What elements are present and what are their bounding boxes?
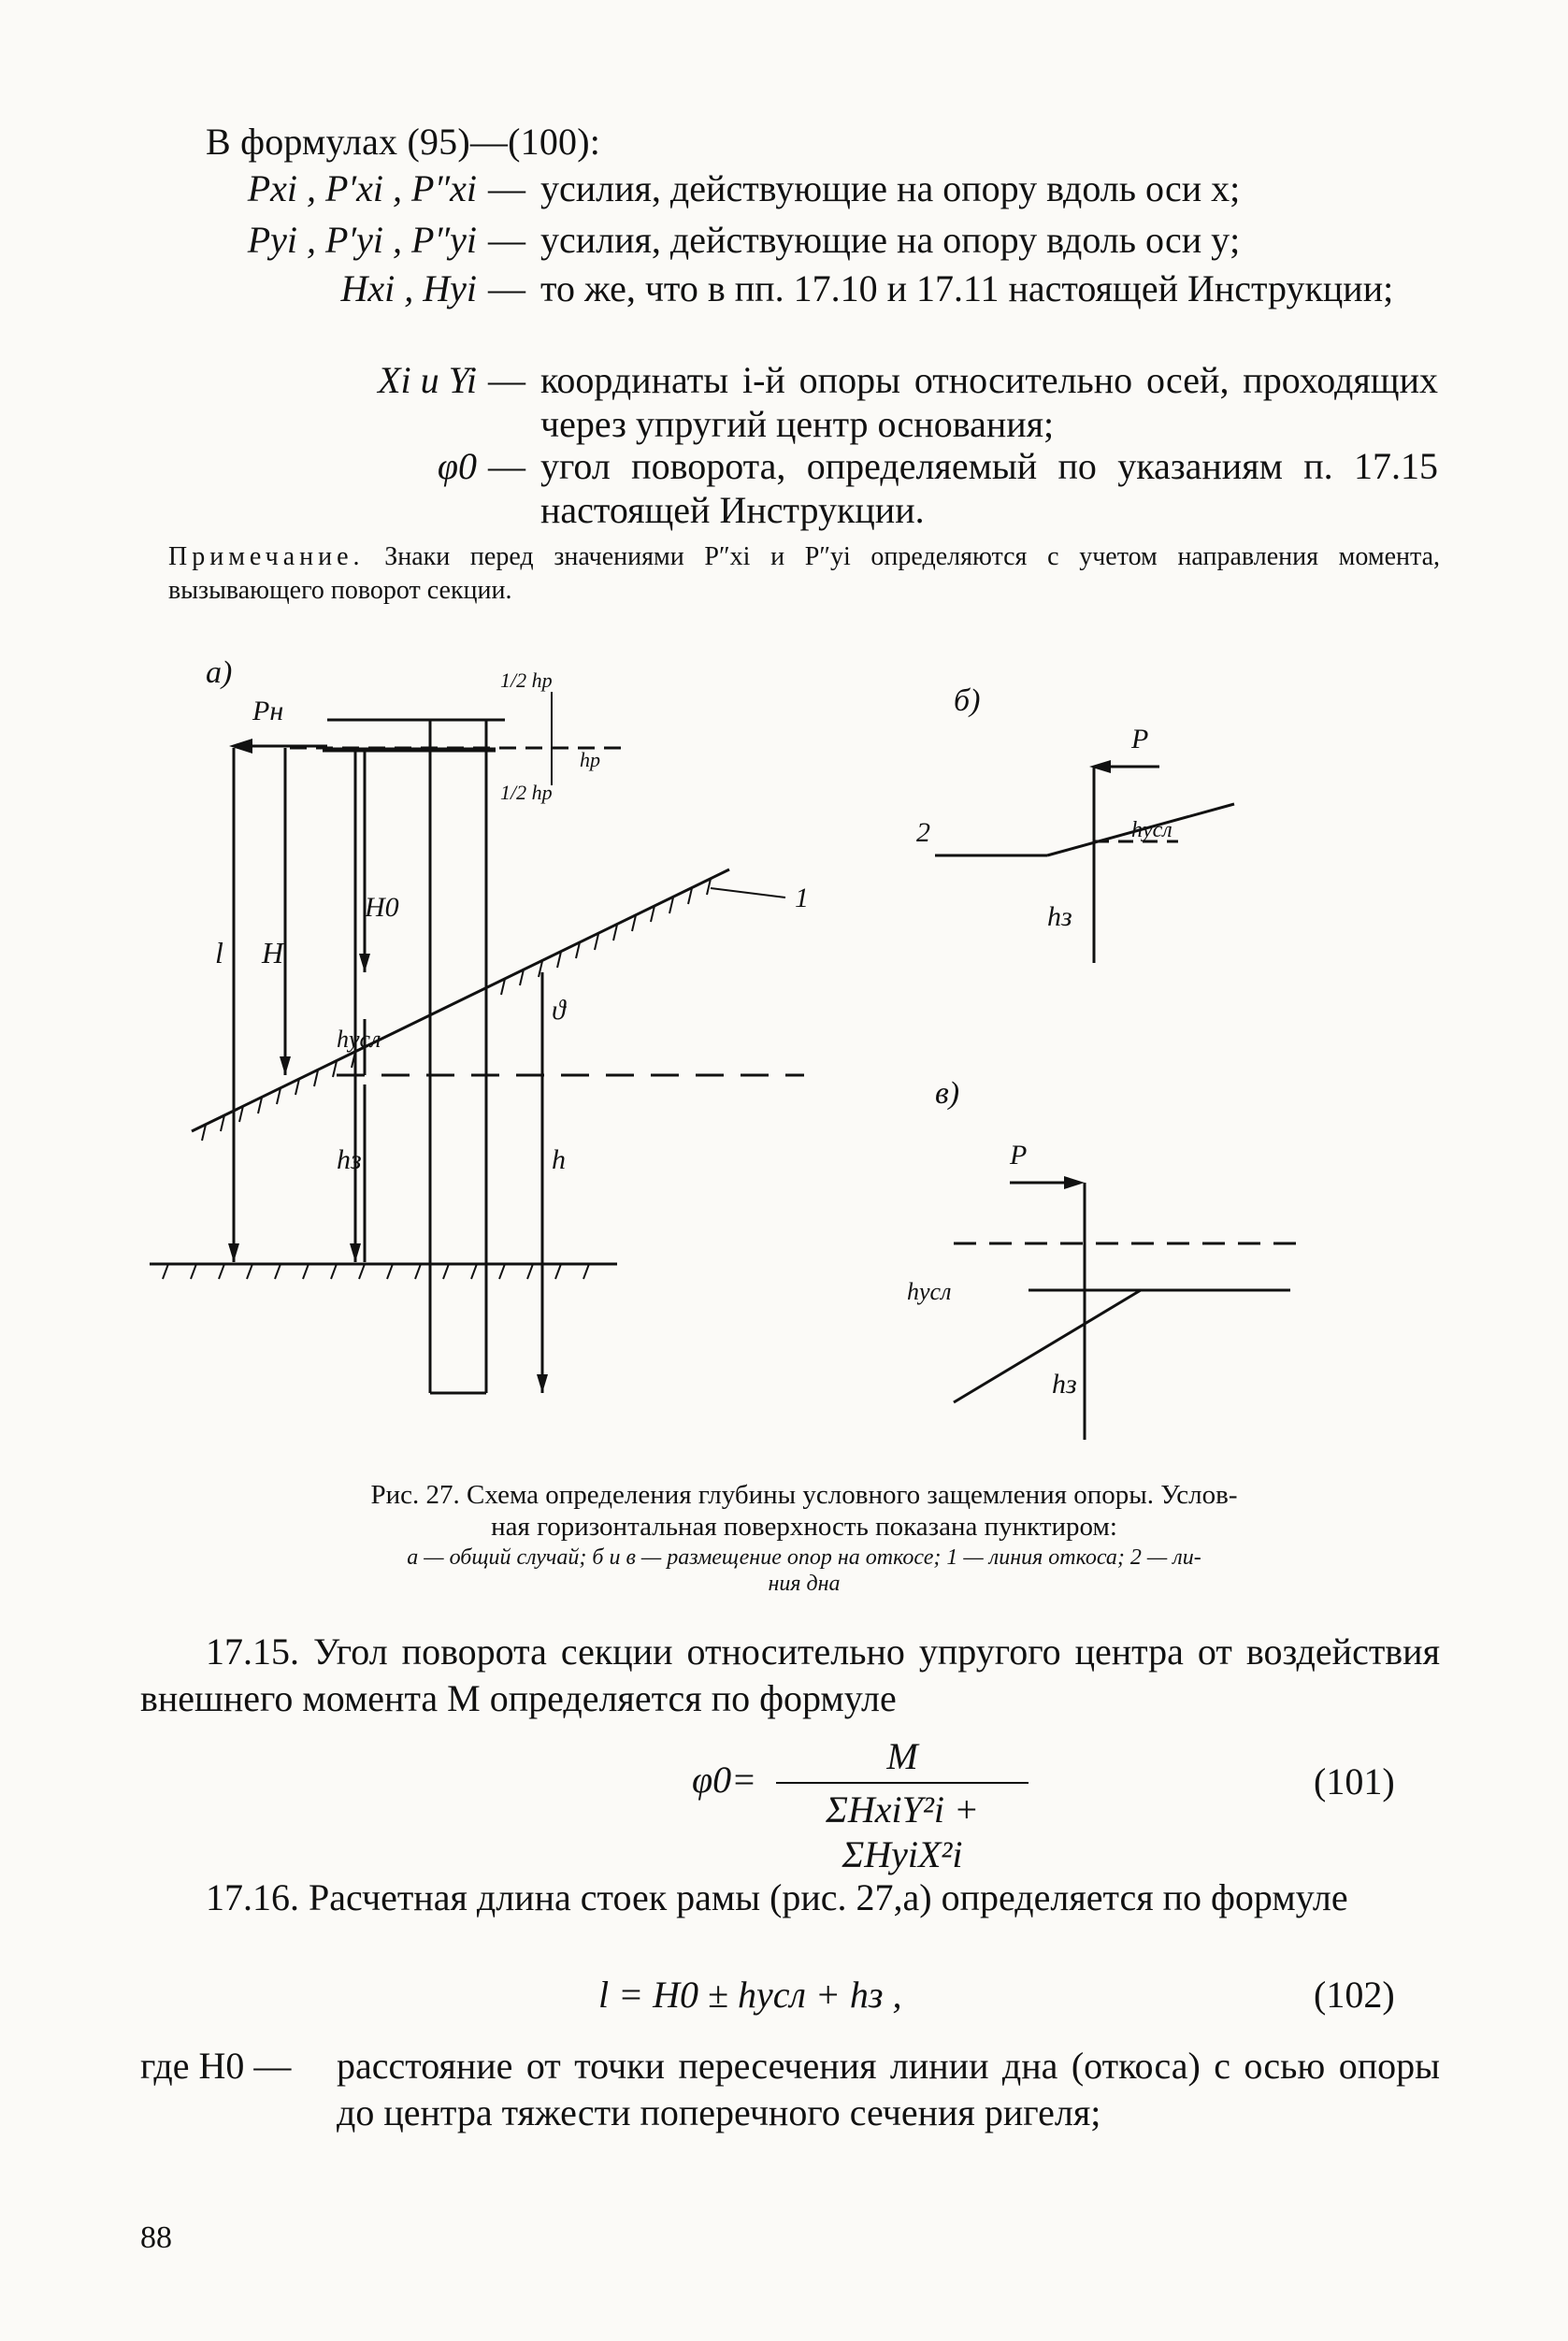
definition-symbol: Pxi , P′xi , P″xi [247, 167, 477, 209]
equation-101-denominator: ΣHxiY²i + ΣHyiX²i [826, 1788, 979, 1875]
h-depth-label: h [552, 1144, 566, 1175]
definition-row [0, 358, 1568, 452]
definition-symbol: Xi и Yi [378, 359, 477, 401]
hysl-label-a: hусл [337, 1026, 381, 1053]
caption-line: а — общий случай; б и в — размещение опор на откосе; 1 — линия откоса; 2 — ли- [407, 1545, 1201, 1570]
hz-label-c: hз [1052, 1369, 1077, 1400]
where-lead: где H0 — [140, 2045, 292, 2087]
hz-label-a: hз [337, 1144, 362, 1175]
panel-b [916, 683, 1234, 963]
bed-line-label: 2 [916, 817, 930, 848]
h-label: H [262, 936, 284, 969]
l-label: l [215, 936, 223, 969]
definition-symbol: Hxi , Hyi [340, 267, 477, 309]
half-hp-top-label: 1/2 hp [500, 668, 553, 692]
equation-102: l = H0 ± hусл + hз , [598, 1974, 902, 2016]
caption-line: ния дна [768, 1572, 841, 1596]
p-label-b: P [1131, 724, 1149, 754]
panel-c [907, 1076, 1300, 1440]
where-text: расстояние от точки пересечения линии дна (откоса) с осью опоры до центра тяжести поперечного сечения ригеля; [337, 2045, 1440, 2133]
paragraph-17-15: 17.15. Угол поворота секции относительно упругого центра от воздействия внешнего момента M определяется по формуле [140, 1630, 1440, 1719]
note-label: Примечание. [168, 542, 365, 571]
definition-row [0, 218, 1568, 262]
definition-text: угол поворота, определяемый по указаниям п. 17.15 настоящей Инструкции. [540, 445, 1438, 531]
figure-27 [150, 645, 1459, 1468]
definition-text: то же, что в пп. 17.10 и 17.11 настоящей Инструкции; [540, 267, 1394, 309]
p-label-c: P [1010, 1140, 1028, 1170]
definition-text: усилия, действующие на опору вдоль оси x; [540, 167, 1241, 209]
definition-dash: — [488, 219, 525, 261]
note-text: Знаки перед значениями P″xi и P″yi определяются с учетом направления момента, вызывающего поворот секции. [168, 542, 1440, 605]
definition-dash: — [488, 267, 525, 309]
page-number: 88 [140, 2220, 172, 2255]
panel-b-letter: б) [954, 683, 981, 718]
panel-c-letter: в) [935, 1076, 960, 1111]
panel-a-letter: а) [206, 655, 233, 690]
definition-row [0, 266, 1568, 360]
half-hp-bottom-label: 1/2 hp [500, 781, 553, 804]
equation-101-lhs: φ0= [692, 1759, 757, 1801]
hp-label: hp [580, 748, 600, 771]
hysl-label-c: hусл [907, 1278, 952, 1305]
definition-text: усилия, действующие на опору вдоль оси y; [540, 219, 1241, 261]
ph-label: Pн [252, 696, 284, 726]
intro-line: В формулах (95)—(100): [206, 121, 601, 163]
theta-label: ϑ [552, 995, 566, 1026]
caption-line: ная горизонтальная поверхность показана пунктиром: [491, 1512, 1117, 1542]
definition-symbol: φ0 [437, 445, 477, 487]
definition-symbol: Pyi , P′yi , P″yi [247, 219, 477, 261]
panel-a [150, 655, 809, 1393]
equation-102-number: (102) [1314, 1974, 1395, 2016]
definition-dash: — [488, 445, 525, 487]
equation-101-number: (101) [1314, 1760, 1395, 1802]
paragraph-17-16: 17.16. Расчетная длина стоек рамы (рис. 27,а) определяется по формуле [206, 1876, 1348, 1918]
definition-row [0, 166, 1568, 210]
figure-caption [168, 1479, 1440, 1543]
definition-row [0, 444, 1568, 538]
note [168, 540, 1440, 608]
definition-text: координаты i-й опоры относительно осей, проходящих через упругий центр основания; [540, 359, 1438, 445]
caption-line: Рис. 27. Схема определения глубины условного защемления опоры. Услов- [370, 1480, 1238, 1510]
hysl-label-b: hусл [1131, 818, 1172, 842]
fraction-bar [776, 1782, 1029, 1784]
h0-label: H0 [365, 892, 399, 923]
figure-caption-legend [168, 1544, 1440, 1597]
slope-line-label: 1 [795, 883, 809, 913]
hz-label-b: hз [1047, 901, 1072, 932]
equation-101-numerator: M [886, 1735, 918, 1777]
definition-dash: — [488, 167, 525, 209]
definition-dash: — [488, 359, 525, 401]
